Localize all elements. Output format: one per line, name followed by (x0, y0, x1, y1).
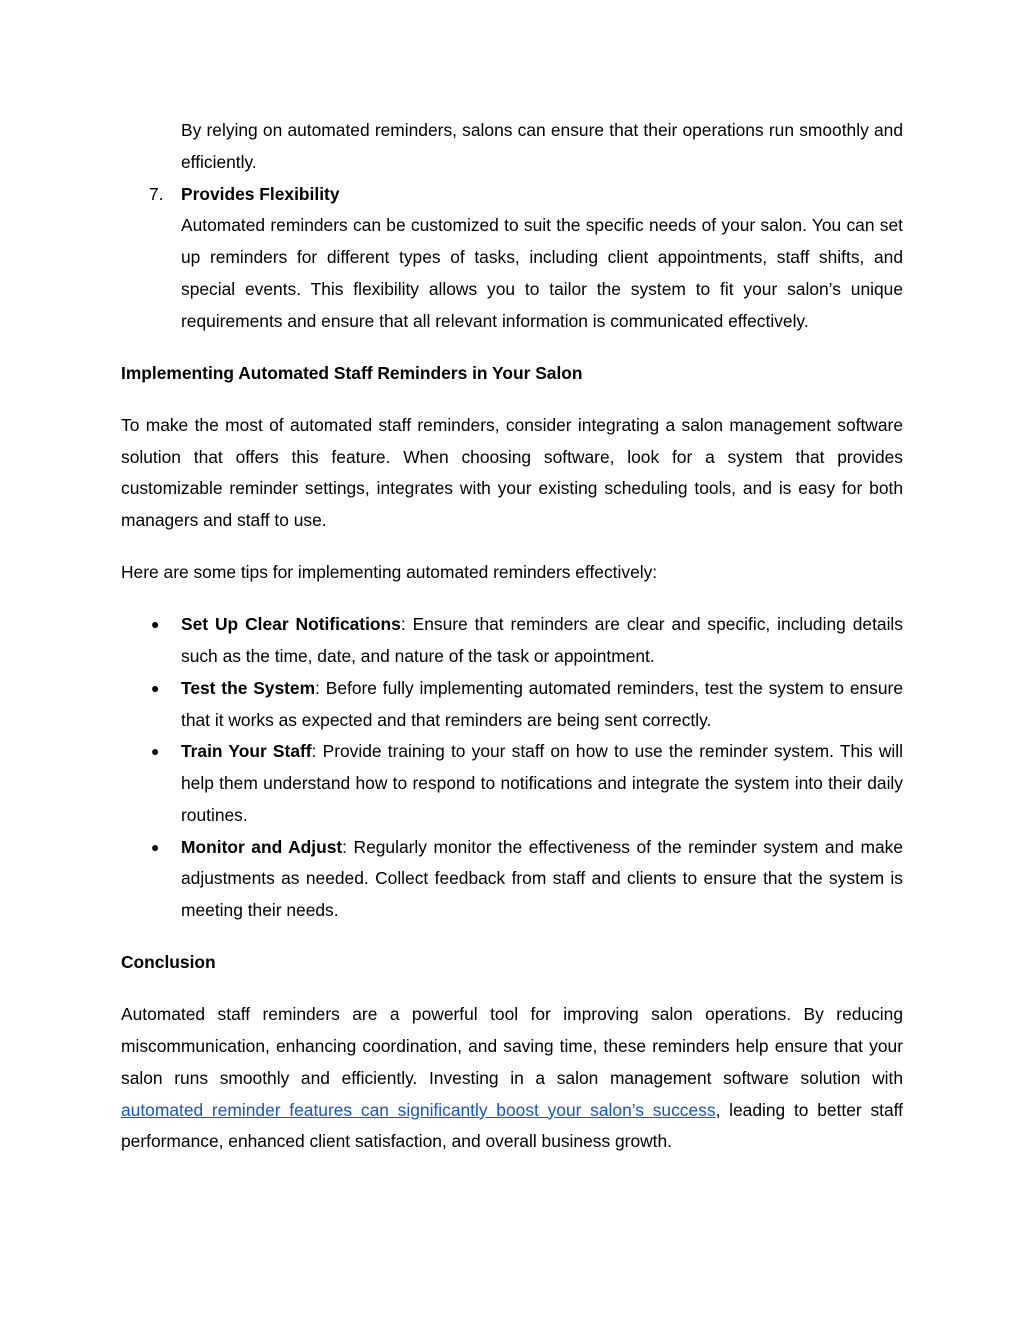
spacer (121, 537, 903, 557)
spacer (121, 927, 903, 947)
implementing-paragraph: To make the most of automated staff reminders, consider integrating a salon management software solution that offers this feature. When choosing software, look for a system that provides customizable reminder settings, integrates with your existing scheduling tools, and is easy for both managers and staff to use. (121, 414, 903, 531)
tip-title: Set Up Clear Notifications (181, 614, 401, 635)
intro-continuation: By relying on automated reminders, salons can ensure that their operations run smoothly and efficiently. (181, 120, 903, 172)
section-heading-implementing: Implementing Automated Staff Reminders in Your Salon (121, 362, 583, 383)
tip-text: : Ensure that reminders are clear and specific, including details such as the time, date, and nature of the task or appointment. (181, 614, 903, 666)
success-article-link[interactable]: automated reminder features can significantly boost your salon’s success (121, 1099, 716, 1120)
spacer (121, 390, 903, 410)
list-item-7 (121, 179, 903, 338)
tip-text: : Provide training to your staff on how to use the reminder system. This will help them understand how to respond to notifications and integrate the system into their daily routines. (181, 741, 903, 825)
tip-title: Test the System (181, 677, 316, 698)
bullet-icon: ● (151, 679, 160, 696)
spacer (121, 338, 903, 358)
list-item (121, 609, 903, 673)
spacer (121, 979, 903, 999)
conclusion-text-after-link: , leading to better staff performance, enhanced client satisfaction, and overall business growth. (121, 1099, 903, 1152)
list-item-body: Automated reminders can be customized to suit the specific needs of your salon. You can set up reminders for different types of tasks, including client appointments, staff shifts, and special events. This flexibility allows you to tailor the system to fit your salon’s unique requirements and ensure that all relevant information is communicated effectively. (181, 215, 903, 331)
list-item (121, 832, 903, 927)
conclusion-paragraph (121, 999, 903, 1158)
tip-text: : Regularly monitor the effectiveness of the reminder system and make adjustments as needed. Collect feedback from staff and clients to ensure that the system is meeting their needs. (181, 836, 903, 921)
tips-intro: Here are some tips for implementing automated reminders effectively: (121, 562, 658, 583)
bullet-icon: ● (151, 743, 160, 760)
list-item (121, 736, 903, 831)
section-heading-conclusion: Conclusion (121, 952, 216, 973)
list-item-title: Provides Flexibility (181, 183, 340, 204)
conclusion-text-before-link: Automated staff reminders are a powerful tool for improving salon operations. By reducing miscommunication, enhancing coordination, and saving time, these reminders help ensure that your salon runs smoothly and efficiently. Investing in a salon management software solution with (121, 1004, 903, 1088)
document-page (121, 115, 903, 1158)
spacer (121, 589, 903, 609)
list-number: 7. (149, 183, 164, 204)
bullet-icon: ● (151, 616, 160, 633)
tip-title: Train Your Staff (181, 741, 312, 762)
list-item (121, 673, 903, 737)
tips-list (121, 609, 903, 927)
tip-text: : Before fully implementing automated reminders, test the system to ensure that it works as expected and that reminders are being sent correctly. (181, 677, 904, 730)
tip-title: Monitor and Adjust (181, 836, 343, 857)
bullet-icon: ● (151, 838, 160, 855)
